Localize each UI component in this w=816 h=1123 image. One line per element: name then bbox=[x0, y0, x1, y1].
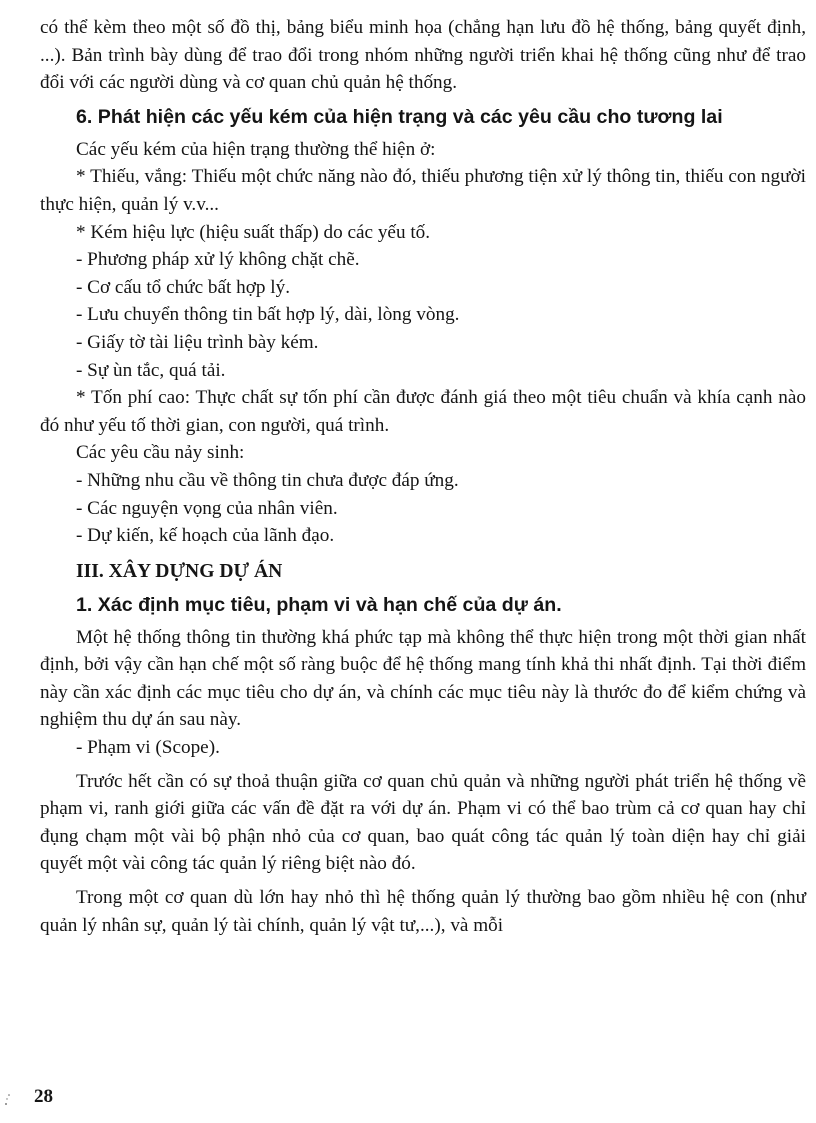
paragraph-scope: Trước hết cần có sự thoả thuận giữa cơ quan chủ quản và những người phát triển hệ thống về phạm vi, ranh giới giữa các vấn đề đặt ra với dự án. Phạm vi có thể bao trùm cả cơ quan hay chỉ đụng chạm một vài bộ phận nhỏ của cơ quan, bao quát công tác quản lý toàn diện hay chỉ giải quyết một vài công tác quản lý riêng biệt nào đó. bbox=[40, 770, 806, 875]
requirements-intro: Các yêu cầu nảy sinh: bbox=[76, 442, 245, 464]
list-item: - Sự ùn tắc, quá tải. bbox=[76, 359, 226, 381]
list-item: - Giấy tờ tài liệu trình bày kém. bbox=[76, 331, 319, 353]
weakness-intro: Các yếu kém của hiện trạng thường thể hiện ở: bbox=[76, 138, 436, 160]
list-item: - Dự kiến, kế hoạch của lãnh đạo. bbox=[76, 525, 335, 547]
weakness-thieu-vang: * Thiếu, vắng: Thiếu một chức năng nào đó, thiếu phương tiện xử lý thông tin, thiếu con người thực hiện, quản lý v.v... bbox=[40, 166, 806, 215]
scope-label: - Phạm vi (Scope). bbox=[76, 737, 220, 759]
list-item: - Cơ cấu tổ chức bất hợp lý. bbox=[76, 276, 290, 298]
weakness-ton-phi: * Tốn phí cao: Thực chất sự tốn phí cần được đánh giá theo một tiêu chuẩn và khía cạnh nào đó như yếu tố thời gian, con người, quá trình. bbox=[40, 387, 806, 436]
page-number: 28 bbox=[34, 1086, 53, 1107]
part-3-heading: III. XÂY DỰNG DỰ ÁN bbox=[76, 560, 283, 582]
list-item: - Những nhu cầu về thông tin chưa được đáp ứng. bbox=[76, 469, 459, 491]
paragraph-intro-continuation: có thể kèm theo một số đồ thị, bảng biểu minh họa (chẳng hạn lưu đồ hệ thống, bảng quyết định, ...). Bản trình bày dùng để trao đổi trong nhóm những người triển khai hệ thống cũng như để trao đổi với các người dùng và cơ quan chủ quản hệ thống. bbox=[40, 17, 806, 94]
list-item: - Các nguyện vọng của nhân viên. bbox=[76, 497, 338, 519]
paragraph-subsystems: Trong một cơ quan dù lớn hay nhỏ thì hệ thống quản lý thường bao gồm nhiều hệ con (như quản lý nhân sự, quản lý tài chính, quản lý vật tư,...), và mỗi bbox=[40, 887, 806, 936]
paragraph-project-intro: Một hệ thống thông tin thường khá phức tạp mà không thể thực hiện trong một thời gian nhất định, bởi vậy cần hạn chế một số ràng buộc để hệ thống mang tính khả thi nhất định. Tại thời điểm này cần xác định các mục tiêu cho dự án, và chính các mục tiêu này là thước đo để kiểm chứng và nghiệm thu dự án sau này. bbox=[40, 626, 806, 731]
scan-speck bbox=[4, 1093, 12, 1107]
subsection-1-heading: 1. Xác định mục tiêu, phạm vi và hạn chế của dự án. bbox=[76, 593, 562, 616]
page-content bbox=[40, 14, 806, 939]
list-item: - Phương pháp xử lý không chặt chẽ. bbox=[76, 249, 360, 271]
list-item: - Lưu chuyển thông tin bất hợp lý, dài, lòng vòng. bbox=[76, 304, 460, 326]
weakness-kem-hieu-luc: * Kém hiệu lực (hiệu suất thấp) do các yếu tố. bbox=[76, 221, 431, 243]
section-6-heading: 6. Phát hiện các yếu kém của hiện trạng và các yêu cầu cho tương lai bbox=[76, 105, 723, 128]
